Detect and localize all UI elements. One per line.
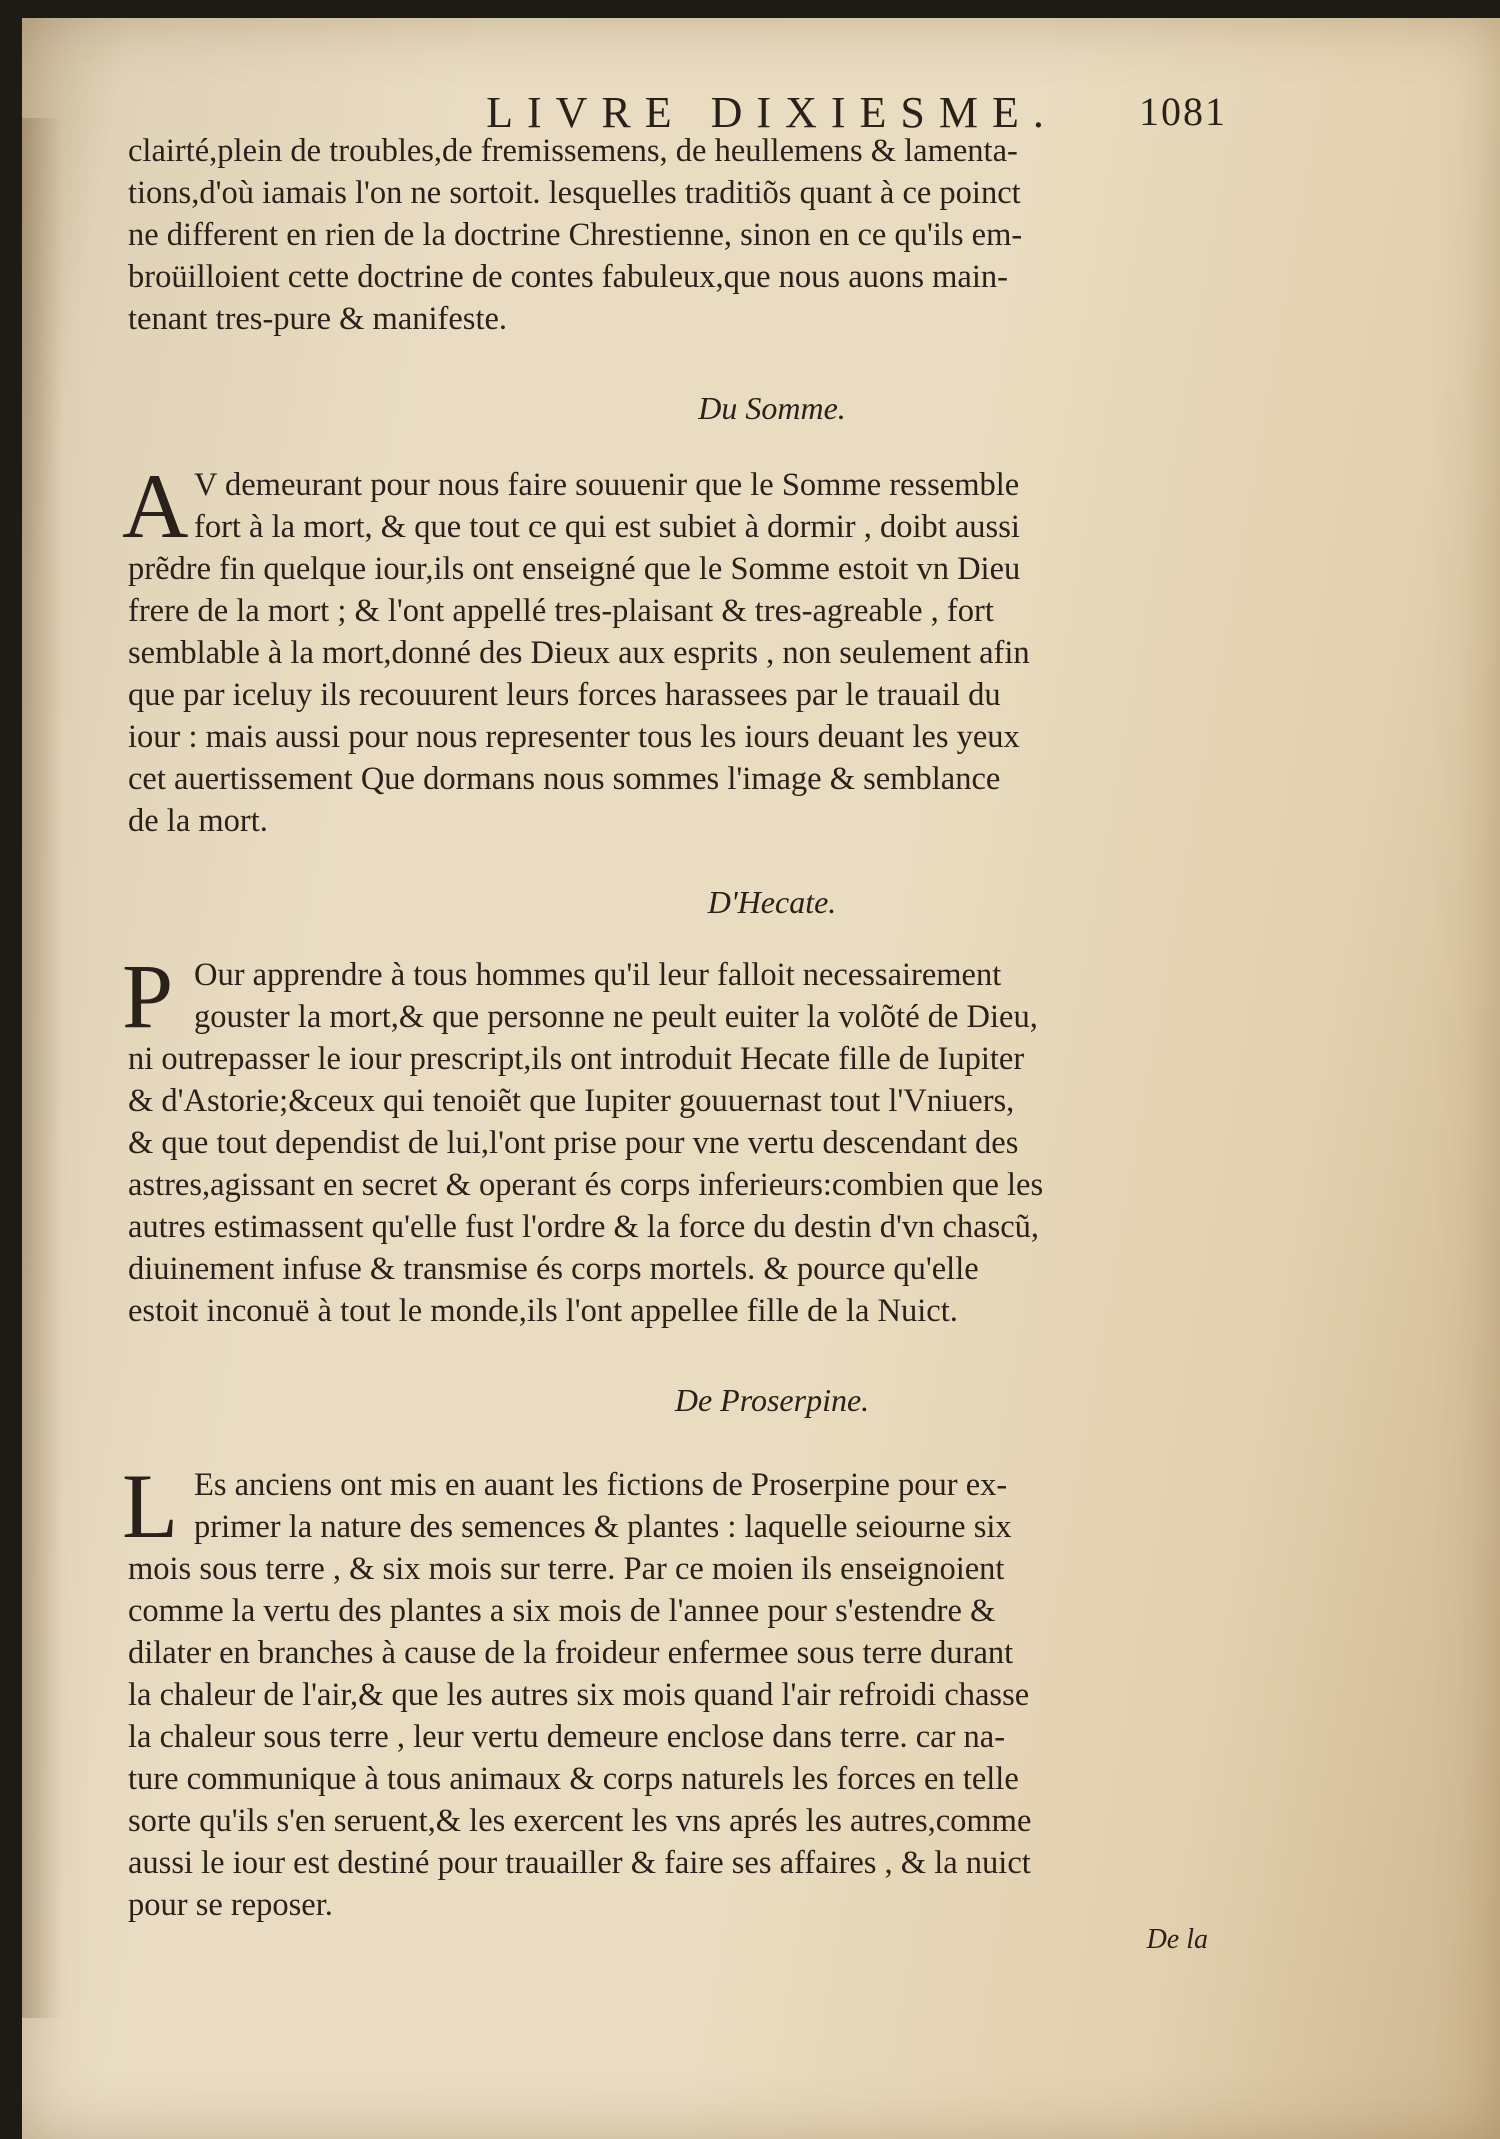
text-line: tenant tres-pure & manifeste. bbox=[128, 301, 508, 337]
section-title-proserpine: De Proserpine. bbox=[674, 1382, 870, 1418]
text-line: comme la vertu des plantes a six mois de l'annee pour s'estendre & bbox=[128, 1593, 996, 1629]
text-line: Our apprendre à tous hommes qu'il leur falloit necessairement bbox=[194, 957, 1002, 993]
text-line: pour se reposer. bbox=[128, 1887, 333, 1923]
text-line: ni outrepasser le iour prescript,ils ont introduit Hecate fille de Iupiter bbox=[128, 1041, 1025, 1077]
text-line: la chaleur sous terre , leur vertu demeure enclose dans terre. car na- bbox=[128, 1719, 1006, 1755]
text-line: frere de la mort ; & l'ont appellé tres-plaisant & tres-agreable , fort bbox=[128, 593, 994, 629]
intro-paragraph bbox=[128, 130, 1198, 340]
text-line: la chaleur de l'air,& que les autres six mois quand l'air refroidi chasse bbox=[128, 1677, 1030, 1713]
text-line: & que tout dependist de lui,l'ont prise pour vne vertu descendant des bbox=[128, 1125, 1019, 1161]
text-line: ne different en rien de la doctrine Chrestienne, sinon en ce qu'ils em- bbox=[128, 217, 1023, 253]
text-line: Es anciens ont mis en auant les fictions de Proserpine pour ex- bbox=[194, 1467, 1008, 1503]
text-line: gouster la mort,& que personne ne peult euiter la volõté de Dieu, bbox=[194, 999, 1038, 1035]
text-line: sorte qu'ils s'en seruent,& les exercent les vns aprés les autres,comme bbox=[128, 1803, 1032, 1839]
facing-page-bleed bbox=[22, 118, 62, 2018]
text-line: V demeurant pour nous faire souuenir que le Somme ressemble bbox=[194, 467, 1020, 503]
text-line: cet auertissement Que dormans nous sommes l'image & semblance bbox=[128, 761, 1001, 797]
text-line: prẽdre fin quelque iour,ils ont enseigné que le Somme estoit vn Dieu bbox=[128, 551, 1021, 587]
catchword: De la bbox=[1146, 1924, 1208, 1955]
text-line: & d'Astorie;&ceux qui tenoiẽt que Iupiter gouuernast tout l'Vniuers, bbox=[128, 1083, 1015, 1119]
text-line: mois sous terre , & six mois sur terre. Par ce moien ils enseignoient bbox=[128, 1551, 1005, 1587]
text-line: fort à la mort, & que tout ce qui est subiet à dormir , doibt aussi bbox=[194, 509, 1020, 545]
text-line: que par iceluy ils recouurent leurs forces harassees par le trauail du bbox=[128, 677, 1001, 713]
book-page bbox=[22, 18, 1500, 2139]
section-title-hecate: D'Hecate. bbox=[707, 884, 837, 920]
text-line: tions,d'où iamais l'on ne sortoit. lesquelles traditiõs quant à ce poinct bbox=[128, 175, 1021, 211]
text-line: clairté,plein de troubles,de fremissemens, de heullemens & lamenta- bbox=[128, 133, 1018, 169]
text-line: aussi le iour est destiné pour trauailler & faire ses affaires , & la nuict bbox=[128, 1845, 1031, 1881]
text-line: broüilloient cette doctrine de contes fabuleux,que nous auons main- bbox=[128, 259, 1008, 295]
section-body-somme bbox=[128, 464, 1198, 842]
text-line: iour : mais aussi pour nous representer tous les iours deuant les yeux bbox=[128, 719, 1020, 755]
text-line: de la mort. bbox=[128, 803, 268, 839]
section-body-hecate bbox=[128, 954, 1198, 1332]
text-line: ture communique à tous animaux & corps naturels les forces en telle bbox=[128, 1761, 1019, 1797]
drop-capital: P bbox=[122, 945, 174, 1047]
drop-capital: L bbox=[122, 1455, 179, 1557]
text-line: diuinement infuse & transmise és corps mortels. & pource qu'elle bbox=[128, 1251, 979, 1287]
drop-capital: A bbox=[122, 455, 189, 557]
text-line: autres estimassent qu'elle fust l'ordre & la force du destin d'vn chascũ, bbox=[128, 1209, 1040, 1245]
page-number: 1081 bbox=[1139, 89, 1227, 134]
section-title-somme: Du Somme. bbox=[698, 390, 846, 426]
section-body-proserpine bbox=[128, 1464, 1198, 1926]
text-line: estoit inconuë à tout le monde,ils l'ont appellee fille de la Nuict. bbox=[128, 1293, 958, 1329]
running-head: LIVRE DIXIESME. bbox=[486, 88, 1058, 137]
text-line: semblable à la mort,donné des Dieux aux esprits , non seulement afin bbox=[128, 635, 1030, 671]
text-line: primer la nature des semences & plantes : laquelle seiourne six bbox=[194, 1509, 1012, 1545]
text-line: dilater en branches à cause de la froideur enfermee sous terre durant bbox=[128, 1635, 1014, 1671]
text-line: astres,agissant en secret & operant és corps inferieurs:combien que les bbox=[128, 1167, 1044, 1203]
